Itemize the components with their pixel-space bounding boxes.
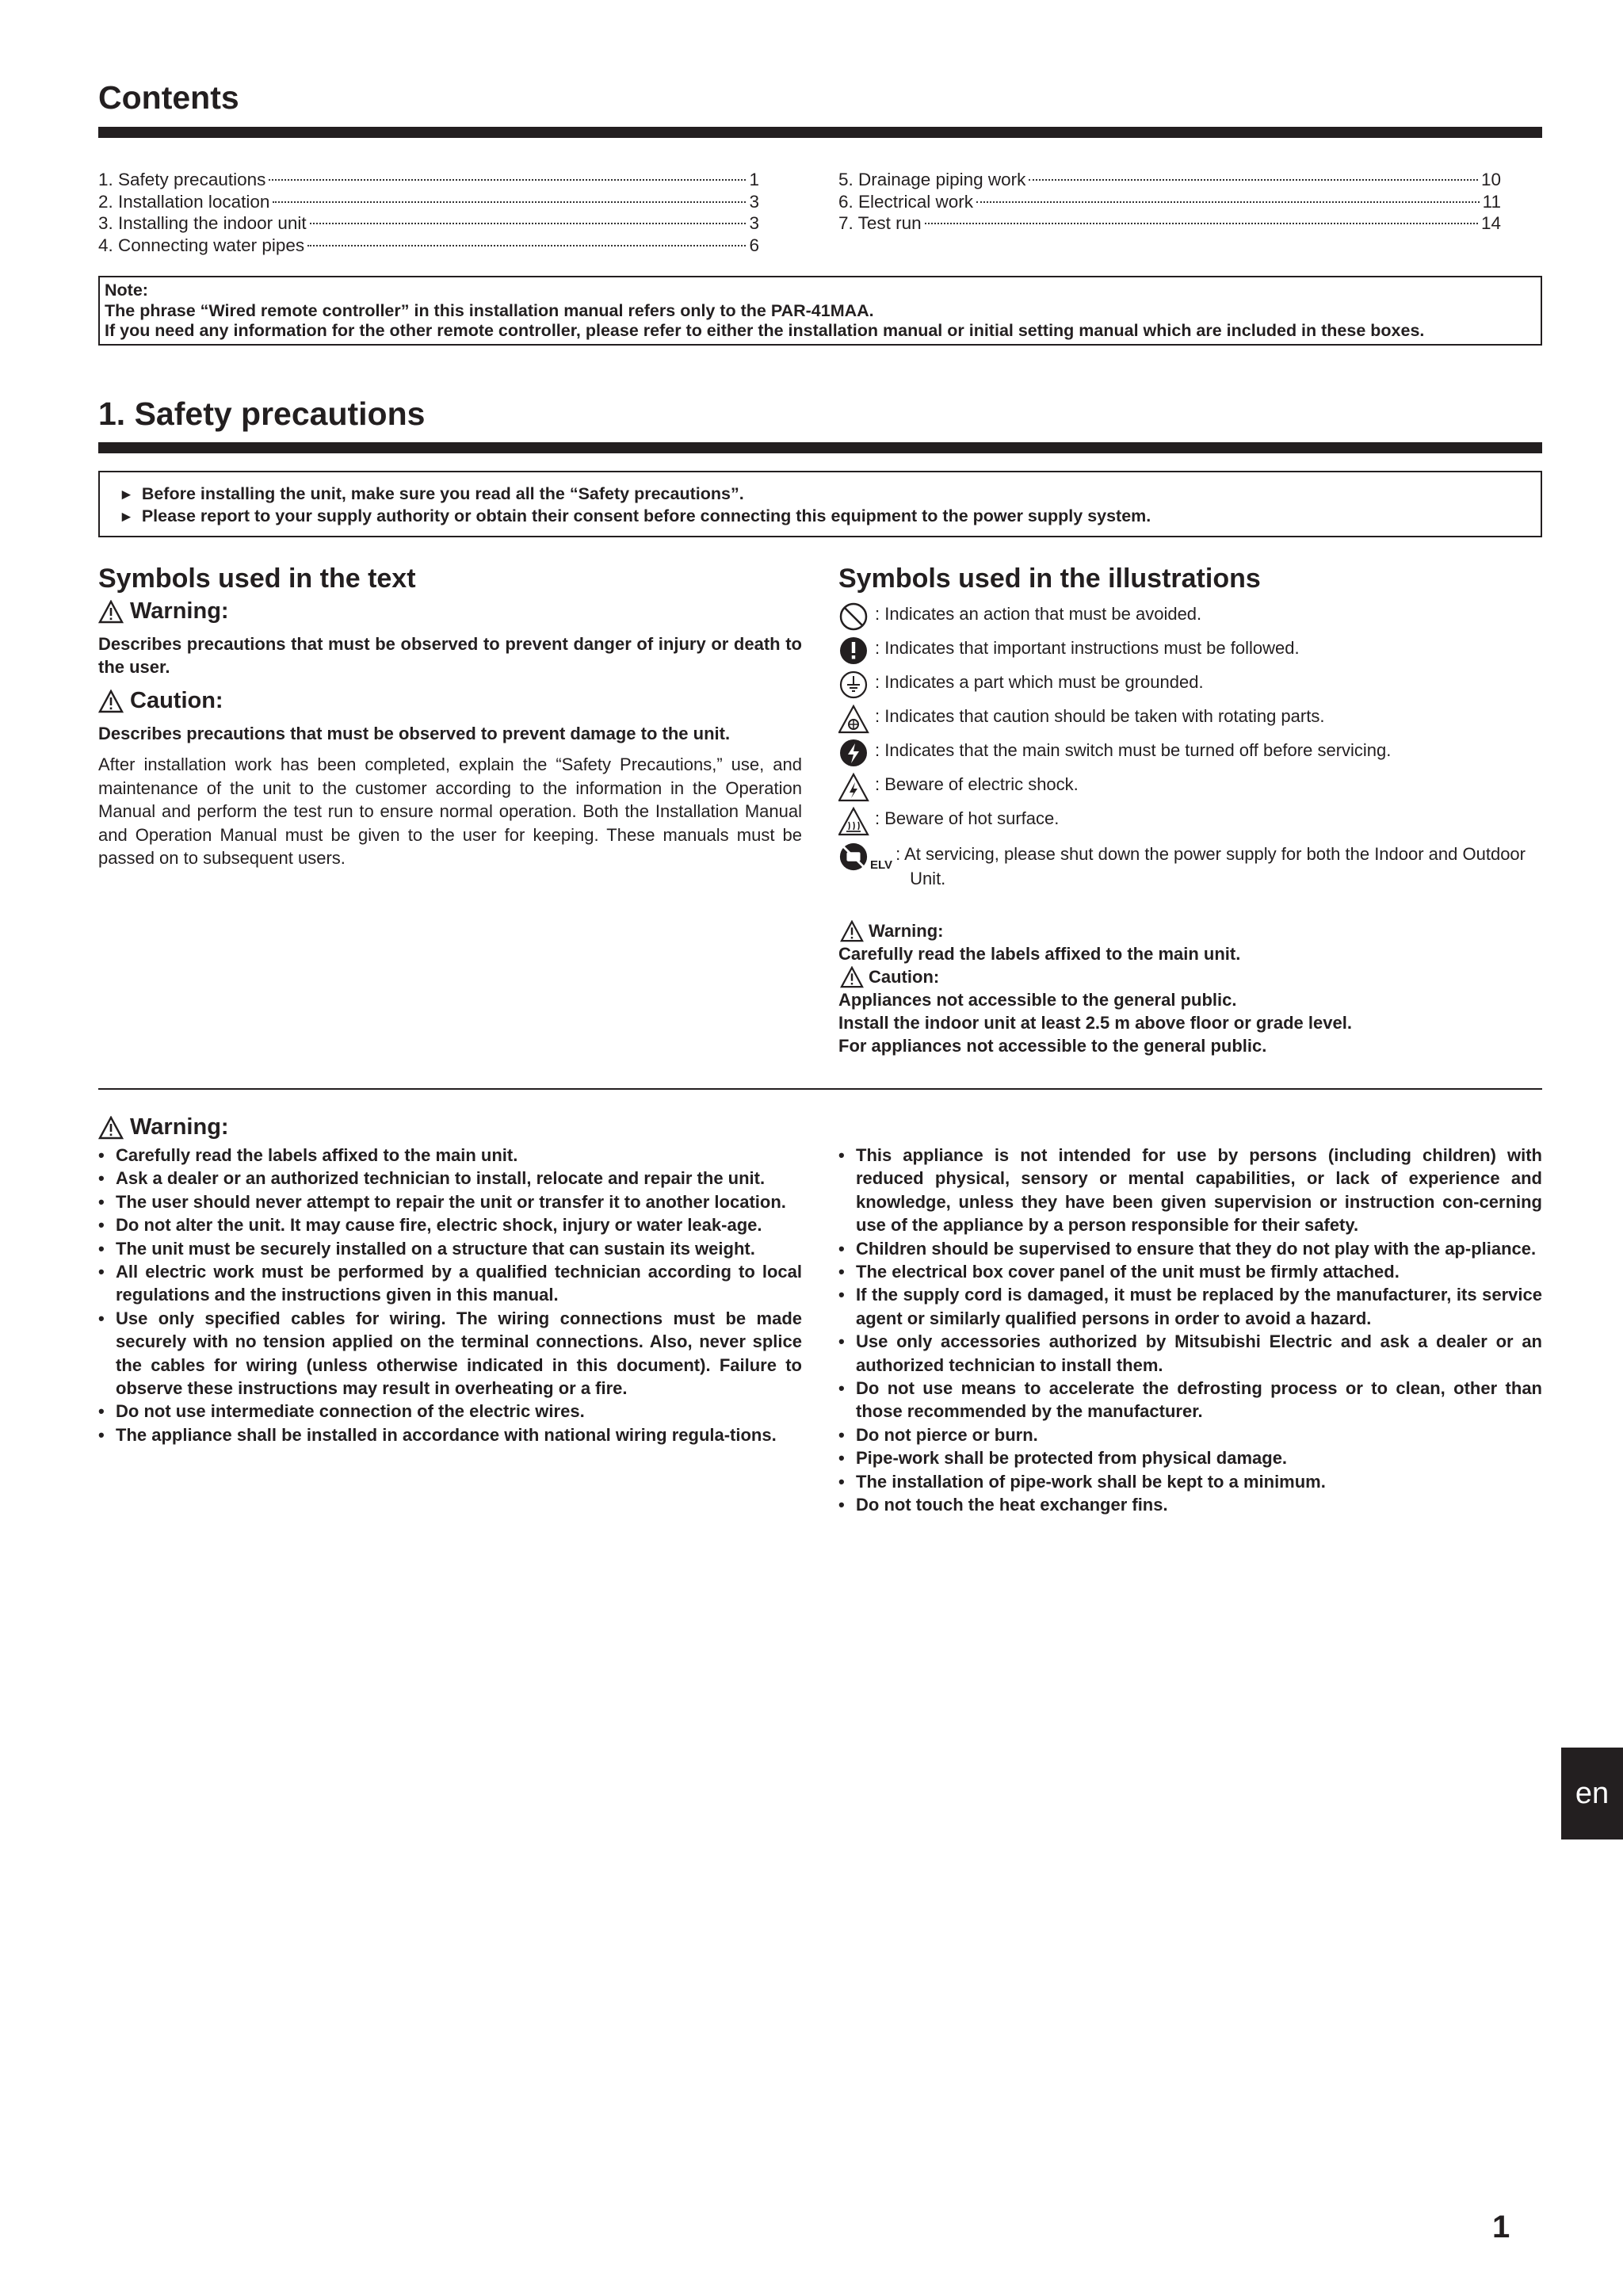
list-item: • The user should never attempt to repair the unit or transfer it to another location. (98, 1190, 802, 1213)
toc-entry[interactable]: 1. Safety precautions 1 (98, 170, 759, 189)
caution-heading: Caution: (98, 688, 223, 714)
electric-shock-icon (838, 772, 870, 804)
list-item: • Do not use intermediate connection of the electric wires. (98, 1400, 802, 1423)
list-item: • The appliance shall be installed in accordance with national wiring regula-tions. (98, 1423, 802, 1446)
list-item: • The electrical box cover panel of the unit must be firmly attached. (838, 1260, 1542, 1283)
list-item: • If the supply cord is damaged, it must be replaced by the manufacturer, its service agent or similarly qualified persons in order to avoid a hazard. (838, 1283, 1542, 1330)
warning-heading: Warning: (838, 919, 1536, 942)
mandatory-icon (838, 636, 870, 667)
divider (98, 1088, 1542, 1090)
main-switch-icon (838, 738, 870, 770)
symbol-row: : Indicates an action that must be avoided. (838, 602, 1201, 633)
page-number: 1 (1492, 2210, 1510, 2244)
section-rule (98, 442, 1542, 453)
symbol-row: : Indicates that caution should be taken with rotating parts. (838, 704, 1324, 735)
list-item: • The unit must be securely installed on a structure that can sustain its weight. (98, 1237, 802, 1260)
list-item: • Do not use means to accelerate the defrosting process or to clean, other than those recommended by the manufacturer. (838, 1377, 1542, 1423)
precaution-box: ► Before installing the unit, make sure you read all the “Safety precautions”. ► Please report to your supply authority or obtain their consent before connecting this equipment to the power supply system. (98, 471, 1542, 537)
arrow-icon: ► (119, 487, 134, 503)
ground-icon (838, 670, 870, 701)
symbol-row: : Beware of electric shock. (838, 772, 1079, 804)
list-item: • Pipe-work shall be protected from physical damage. (838, 1446, 1542, 1469)
toc-entry[interactable]: 3. Installing the indoor unit 3 (98, 213, 759, 233)
symbols-illustrations-title: Symbols used in the illustrations (838, 563, 1261, 594)
toc-entry[interactable]: 5. Drainage piping work 10 (838, 170, 1501, 189)
list-item: • Use only specified cables for wiring. The wiring connections must be made securely with no tension applied on the terminal connections. Also, never splice the cables for wiring (unless otherwise indicated in this document). Failure to observe these instructions may result in overheating or a fire. (98, 1307, 802, 1400)
toc-entry[interactable]: 4. Connecting water pipes 6 (98, 235, 759, 255)
caution-line: Install the indoor unit at least 2.5 m above floor or grade level. (838, 1013, 1352, 1033)
symbol-row: ELV : At servicing, please shut down the power supply for both the Indoor and Outdoor Unit. (838, 842, 1536, 891)
list-item: • Carefully read the labels affixed to the main unit. (98, 1144, 802, 1167)
elv-icon: ELV (838, 842, 892, 872)
warnings-list-right (838, 1144, 1542, 1517)
hot-surface-icon (838, 806, 870, 838)
caution-heading: Caution: (838, 965, 1536, 988)
section-title: 1. Safety precautions (98, 395, 426, 432)
after-installation-text: After installation work has been completed, explain the “Safety Precautions,” use, and maintenance of the unit to the customer according to the information in the Operation Manual and perform the test run to ensure normal operation. Both the Installation Manual and Operation Manual must be given to the user for keeping. These manuals must be passed on to subsequent users. (98, 755, 802, 868)
symbol-row: : Indicates that the main switch must be turned off before servicing. (838, 738, 1391, 770)
list-item: • Do not pierce or burn. (838, 1423, 1542, 1446)
list-item: • Use only accessories authorized by Mitsubishi Electric and ask a dealer or an authorized technician to install them. (838, 1330, 1542, 1377)
warnings-heading: Warning: (98, 1114, 229, 1140)
toc-left (98, 169, 759, 256)
prohibited-icon (838, 602, 870, 633)
list-item: • Do not alter the unit. It may cause fire, electric shock, injury or water leak-age. (98, 1213, 802, 1236)
arrow-icon: ► (119, 509, 134, 525)
toc-entry[interactable]: 6. Electrical work 11 (838, 191, 1501, 212)
note-line: If you need any information for the other remote controller, please refer to either the installation manual or initial setting manual which are included in these boxes. (105, 321, 1425, 340)
symbol-row: : Indicates a part which must be grounded. (838, 670, 1204, 701)
symbol-row: : Beware of hot surface. (838, 806, 1059, 838)
warning-text: Carefully read the labels affixed to the main unit. (838, 944, 1241, 964)
illustration-warnings (838, 919, 1536, 1057)
warning-description: Describes precautions that must be observed to prevent danger of injury or death to the user. (98, 634, 802, 677)
toc-entry[interactable]: 7. Test run 14 (838, 213, 1501, 233)
list-item: • The installation of pipe-work shall be kept to a minimum. (838, 1470, 1542, 1493)
warning-icon (98, 1116, 124, 1140)
contents-title: Contents (98, 79, 239, 116)
list-item: • Do not touch the heat exchanger fins. (838, 1493, 1542, 1516)
toc-entry[interactable]: 2. Installation location 3 (98, 191, 759, 212)
language-tab[interactable]: en (1561, 1748, 1623, 1839)
elv-plug-icon (838, 842, 869, 872)
caution-icon (98, 690, 124, 713)
contents-rule (98, 127, 1542, 138)
list-item: • All electric work must be performed by a qualified technician according to local regulations and the instructions given in this manual. (98, 1260, 802, 1307)
caution-description: Describes precautions that must be observed to prevent damage to the unit. (98, 724, 731, 743)
note-line: The phrase “Wired remote controller” in this installation manual refers only to the PAR-41MAA. (105, 300, 874, 320)
list-item: • Children should be supervised to ensure that they do not play with the ap-pliance. (838, 1237, 1542, 1260)
note-head: Note: (105, 281, 148, 300)
list-item: • Ask a dealer or an authorized technician to install, relocate and repair the unit. (98, 1167, 802, 1190)
rotating-parts-icon (838, 704, 870, 735)
note-box (98, 276, 1542, 346)
caution-icon (838, 966, 865, 988)
warnings-list-left (98, 1144, 802, 1446)
toc-right (838, 169, 1501, 235)
symbols-text-title: Symbols used in the text (98, 563, 416, 594)
warning-heading: Warning: (98, 598, 229, 625)
warning-icon (838, 920, 865, 942)
caution-line: For appliances not accessible to the general public. (838, 1036, 1267, 1056)
caution-line: Appliances not accessible to the general public. (838, 990, 1237, 1010)
symbol-row: : Indicates that important instructions must be followed. (838, 636, 1300, 667)
list-item: • This appliance is not intended for use by persons (including children) with reduced physical, sensory or mental capabilities, or lack of experience and knowledge, unless they have been given supervision or instruction con-cerning use of the appliance by a person responsible for their safety. (838, 1144, 1542, 1237)
warning-icon (98, 600, 124, 624)
